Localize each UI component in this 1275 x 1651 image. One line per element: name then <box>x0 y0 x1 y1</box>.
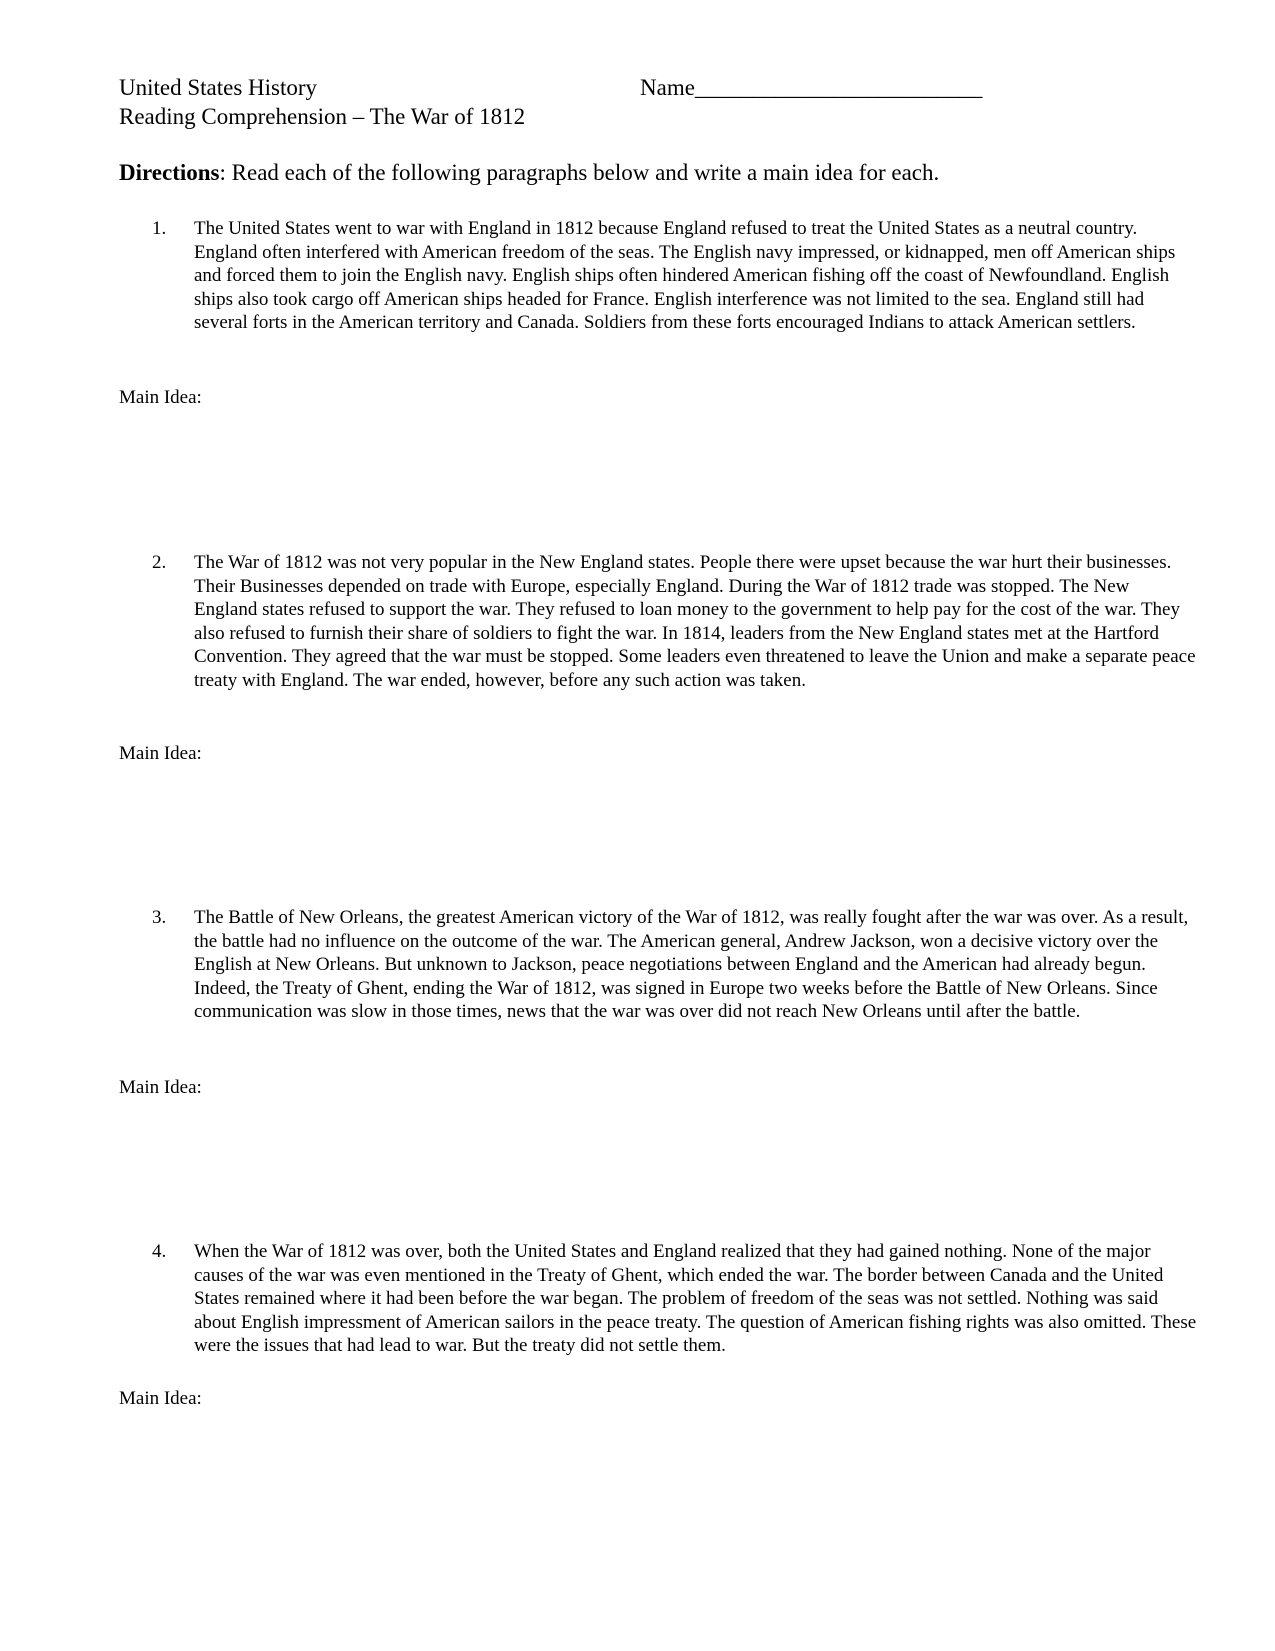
main-idea-label: Main Idea: <box>119 387 202 408</box>
item-number: 3. <box>152 907 167 928</box>
paragraph-text: The Battle of New Orleans, the greatest American victory of the War of 1812, was really fought after the war was over. As a result, the battle had no influence on the outcome of the war. The American general, Andrew Jackson, won a decisive victory over the English at New Orleans. But unknown to Jackson, peace negotiations between England and the American had already begun. Indeed, the Treaty of Ghent, ending the War of 1812, was signed in Europe two weeks before the Battle of New Orleans. Since communication was slow in those times, news that the war was over did not reach New Orleans until after the battle. <box>194 907 1189 1022</box>
directions-text: : Read each of the following paragraphs below and write a main idea for each. <box>219 160 940 185</box>
main-idea-label: Main Idea: <box>119 1388 202 1409</box>
name-field[interactable]: Name_________________________ <box>640 75 983 100</box>
main-idea-label: Main Idea: <box>119 1077 202 1098</box>
paragraph-text: The War of 1812 was not very popular in the New England states. People there were upset because the war hurt their businesses. Their Businesses depended on trade with Europe, especially England. During the War of 1812 trade was stopped. The New England states refused to support the war. They refused to loan money to the government to help pay for the cost of the war. They also refused to furnish their share of soldiers to fight the war. In 1814, leaders from the New England states met at the Hartford Convention. They agreed that the war must be stopped. Some leaders even threatened to leave the Union and make a separate peace treaty with England. The war ended, however, before any such action was taken. <box>194 552 1196 691</box>
worksheet-title: Reading Comprehension – The War of 1812 <box>119 104 526 129</box>
directions <box>119 159 939 187</box>
course-title: United States History <box>119 75 318 100</box>
directions-label: Directions <box>119 160 220 185</box>
paragraph-item <box>152 1240 1197 1358</box>
paragraph-text: The United States went to war with England in 1812 because England refused to treat the United States as a neutral country. England often interfered with American freedom of the seas. The English navy impressed, or kidnapped, men off American ships and forced them to join the English navy. English ships often hindered American fishing off the coast of Newfoundland. English ships also took cargo off American ships headed for France. English interference was not limited to the sea. England still had several forts in the American territory and Canada. Soldiers from these forts encouraged Indians to attack American settlers. <box>194 218 1176 333</box>
item-number: 2. <box>152 552 167 573</box>
paragraph-item <box>152 217 1197 335</box>
item-number: 1. <box>152 218 167 239</box>
main-idea-label: Main Idea: <box>119 743 202 764</box>
item-number: 4. <box>152 1241 167 1262</box>
paragraph-item <box>152 906 1197 1024</box>
paragraph-item <box>152 551 1197 692</box>
paragraph-text: When the War of 1812 was over, both the United States and England realized that they had gained nothing. None of the major causes of the war was even mentioned in the Treaty of Ghent, which ended the war. The border between Canada and the United States remained where it had been before the war began. The problem of freedom of the seas was not settled. Nothing was said about English impressment of American sailors in the peace treaty. The question of American fishing rights was also omitted. These were the issues that had lead to war. But the treaty did not settle them. <box>194 1241 1197 1356</box>
